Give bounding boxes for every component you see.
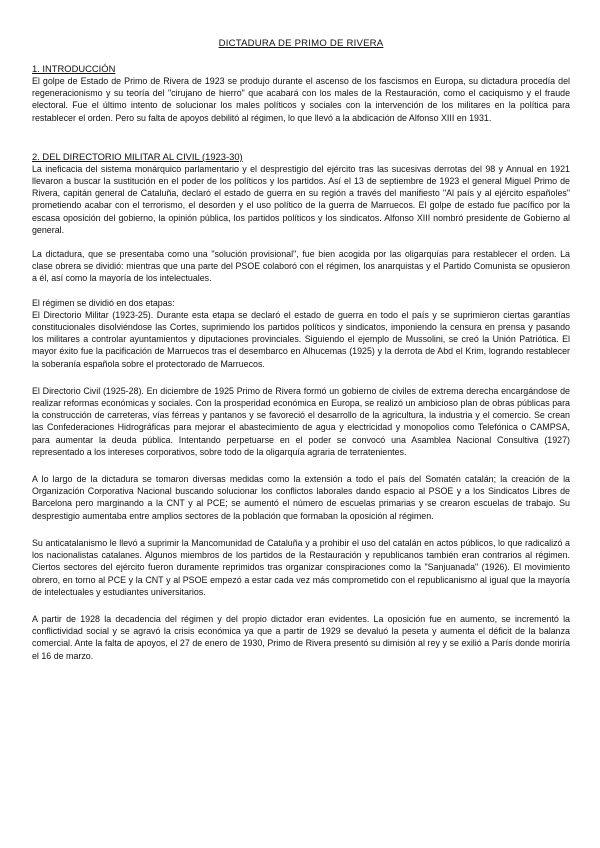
paragraph: Su anticatalanismo le llevó a suprimir la Mancomunidad de Cataluña y a prohibir el uso del catalán en actos públicos, lo que radicalizó a los nacionalistas catalanes. Algunos miembros de los partidos de la Restauración y republicanos también eran contrarios al régimen. Ciertos sectores del ejército fueron duramente reprimidos tras organizar conspiraciones como la "Sanjuanada" (1926). El movimiento obrero, en torno al PCE y la CNT y al PSOE empezó a estar cada vez más comprometido con el republicanismo al igual que la mayoría de intelectuales y estudiantes universitarios. (32, 537, 570, 597)
paragraph: La dictadura, que se presentaba como una "solución provisional", fue bien acogida por las oligarquías para restablecer el orden. La clase obrera se dividió: mientras que una parte del PSOE colaboró con el régimen, los anarquistas y el Partido Comunista se opusieron a él, así como la mayoría de los intelectuales. (32, 249, 570, 284)
section-introduccion (32, 63, 570, 124)
section-directorio (32, 151, 570, 662)
paragraph: El golpe de Estado de Primo de Rivera de 1923 se produjo durante el ascenso de los fascismos en Europa, su dictadura procedía del regeneracionismo y su teoría del "cirujano de hierro" que acabará con los males de la Restauración, como el caciquismo y el fraude electoral. Fue el último intento de solucionar los males políticos y sociales con la intervención de los militares en la política para restablecer el orden. Pero su falta de apoyos debilitó al régimen, lo que llevó a la abdicación de Alfonso XIII en 1931. (32, 76, 570, 123)
section-heading-introduccion: 1. INTRODUCCIÓN (32, 63, 116, 74)
paragraph: El Directorio Civil (1925-28). En diciembre de 1925 Primo de Rivera formó un gobierno de civiles de extrema derecha encargándose de realizar reformas económicas y sociales. Con la prosperidad económica en Europa, se realizó un ambicioso plan de obras públicas para la construcción de carreteras, vías férreas y pantanos y se favoreció el desarrollo de la agricultura, la industria y el comercio. Se crean las Confederaciones Hidrográficas para mejorar el abastecimiento de agua y electricidad y monopolios como Telefónica o CAMPSA, para aumentar la deuda pública. Intentando perpetuarse en el poder se convocó una Asamblea Nacional Consultiva (1927) representado a los intereses corporativos, sobre todo de la oligarquía agraria de terratenientes. (32, 385, 570, 457)
paragraph: A partir de 1928 la decadencia del régimen y del propio dictador eran evidentes. La oposición fue en aumento, se incrementó la conflictividad social y se agravó la crisis económica ya que a partir de 1929 se devaluó la peseta y aumenta el déficit de la balanza comercial. Ante la falta de apoyos, el 27 de enero de 1930, Primo de Rivera presentó su dimisión al rey y se exilió a París donde moriría el 16 de marzo. (32, 613, 570, 661)
document-title: DICTADURA DE PRIMO DE RIVERA (218, 38, 384, 49)
paragraph: A lo largo de la dictadura se tomaron diversas medidas como la extensión a todo el país del Somatén catalán; la creación de la Organización Corporativa Nacional buscando solucionar los conflictos laborales dando espacio al PSOE y a los Sindicatos Libres de Barcelona pero marginando a la CNT y al PCE; se aumentó el número de escuelas primarias y se crearon escuelas de trabajo. Su desprestigio aumentaba entre amplios sectores de la población que formaban la oposición al régimen. (32, 474, 570, 521)
section-heading-directorio: 2. DEL DIRECTORIO MILITAR AL CIVIL (1923-30) (32, 150, 243, 162)
paragraph: El Directorio Militar (1923-25). Durante esta etapa se declaró el estado de guerra en todo el país y se suprimieron ciertas garantías constitucionales disolviéndose las Cortes, suprimiendo los partidos políticos y sindicatos, imponiendo la censura en prensa y pasando los militares a controlar ayuntamientos y diputaciones provinciales. Siguiendo el ejemplo de Mussolini, se creó la Unión Patriótica. El mayor éxito fue la pacificación de Marruecos tras el desembarco en Alhucemas (1925) y la derrota de Abd el Krim, logrando restablecer la soberanía española sobre el protectorado de Marruecos. (32, 309, 570, 369)
paragraph: El régimen se dividió en dos etapas: (32, 297, 175, 308)
paragraph: La ineficacia del sistema monárquico parlamentario y el desprestigio del ejército tras las sucesivas derrotas del 98 y Annual en 1921 llevaron a buscar la sustitución en el poder de los políticos y los partidos. Así el 13 de septiembre de 1923 el general Miguel Primo de Rivera, capitán general de Cataluña, declaró el estado de guerra en su región a través del manifiesto "Al país y al ejército españoles" prometiendo acabar con el terrorismo, el desorden y el uso político de la guerra de Marruecos. El golpe de estado fue pacífico por la escasa oposición del gobierno, la opinión pública, los partidos políticos y los sindicatos. Alfonso XIII nombró presidente de Gobierno al general. (32, 163, 570, 235)
